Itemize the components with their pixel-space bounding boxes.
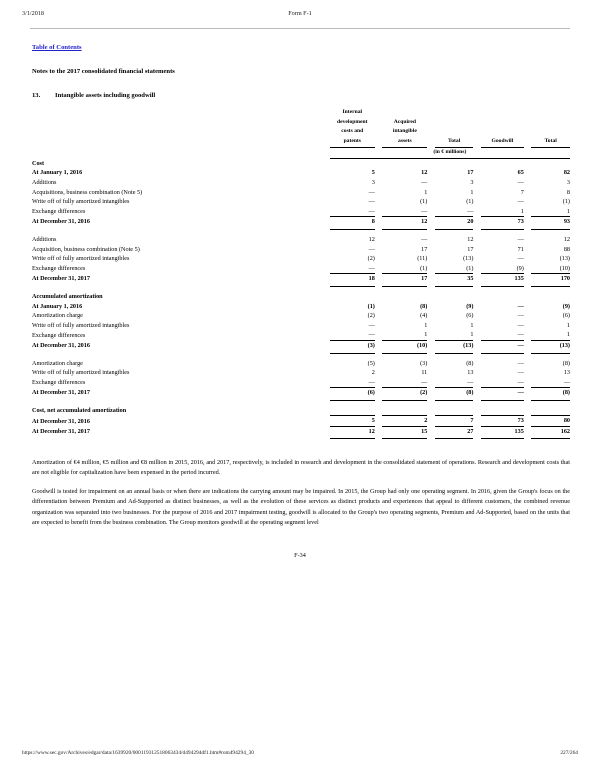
table-row xyxy=(32,368,570,378)
row-value: 18 xyxy=(330,274,375,284)
row-value: (2) xyxy=(367,255,375,263)
row-label: Acquisitions, business combination (Note 5) xyxy=(32,188,143,196)
row-label: Exchange differences xyxy=(32,379,86,387)
page-number: F-34 xyxy=(294,552,306,559)
row-value: 5 xyxy=(330,416,375,427)
row-label: At January 1, 2016 xyxy=(32,302,83,310)
row-value: 13 xyxy=(563,369,570,377)
row-value: 3 xyxy=(371,179,375,187)
row-value: 13 xyxy=(467,369,474,377)
row-value: (10) xyxy=(559,264,570,272)
row-value: 88 xyxy=(563,245,570,253)
row-value: (6) xyxy=(562,312,570,320)
row-value: (13) xyxy=(531,340,570,350)
row-value: (5) xyxy=(367,359,375,367)
row-label: Exchange differences xyxy=(32,265,86,273)
row-value: — xyxy=(517,331,524,339)
row-value: — xyxy=(421,179,428,187)
row-value: 1 xyxy=(424,321,428,329)
table-row xyxy=(32,168,570,178)
header-spacer xyxy=(32,108,322,146)
row-value: 135 xyxy=(481,426,524,436)
row-value: — xyxy=(421,207,428,215)
row-value: 12 xyxy=(368,236,375,244)
table-row xyxy=(32,274,570,284)
row-value: (13) xyxy=(463,255,474,263)
row-label: Additions xyxy=(32,179,57,187)
row-value: 17 xyxy=(467,169,474,177)
row-label: At December 31, 2016 xyxy=(32,341,90,349)
note-number: 13. xyxy=(32,92,41,99)
row-value: 12 xyxy=(421,169,428,177)
table-row xyxy=(32,359,570,369)
row-value: 12 xyxy=(382,217,427,227)
row-value: (1) xyxy=(420,264,428,272)
row-value: 2 xyxy=(371,369,375,377)
row-value: 12 xyxy=(563,236,570,244)
row-value: (11) xyxy=(417,255,428,263)
row-value: (8) xyxy=(562,359,570,367)
row-value: 8 xyxy=(566,188,570,196)
row-value: — xyxy=(563,378,570,386)
page-count: 227/264 xyxy=(560,750,578,756)
row-label: At January 1, 2016 xyxy=(32,169,83,177)
row-value: — xyxy=(368,188,375,196)
table-units-row xyxy=(32,148,570,158)
row-value: 5 xyxy=(371,169,375,177)
row-value: 1 xyxy=(470,188,474,196)
row-value: 7 xyxy=(520,188,524,196)
row-value: 65 xyxy=(517,169,524,177)
row-value: 1 xyxy=(424,331,428,339)
table-row xyxy=(32,197,570,207)
note-title: Intangible assets including goodwill xyxy=(55,92,156,99)
row-value: 73 xyxy=(481,217,524,227)
table-section-title-row xyxy=(32,406,570,416)
table-section-title: Accumulated amortization xyxy=(32,293,103,300)
row-value: 35 xyxy=(435,274,474,284)
row-value: 27 xyxy=(435,426,474,436)
row-value: (9) xyxy=(562,302,570,310)
row-label: At December 31, 2016 xyxy=(32,417,90,425)
row-value: — xyxy=(517,378,524,386)
row-label: Write off of fully amortized intangibles xyxy=(32,321,130,329)
column-header-total: Total xyxy=(544,137,557,144)
column-header-goodwill: Goodwill xyxy=(491,137,514,144)
print-document-title: Form F-1 xyxy=(288,10,312,17)
row-value: (1) xyxy=(466,198,474,206)
row-value: (3) xyxy=(420,359,428,367)
row-label: Additions xyxy=(32,236,57,244)
row-value: 1 xyxy=(424,188,428,196)
row-value: — xyxy=(421,236,428,244)
row-label: Acquisition, business combination (Note 5) xyxy=(32,245,140,253)
row-value: (8) xyxy=(420,302,428,310)
table-row xyxy=(32,330,570,340)
table-section-title: Cost xyxy=(32,159,45,167)
row-value: (8) xyxy=(531,388,570,398)
table-row xyxy=(32,235,570,245)
row-label: At December 31, 2017 xyxy=(32,389,90,397)
row-value: — xyxy=(517,255,524,263)
row-value: — xyxy=(481,340,524,350)
row-value: 17 xyxy=(382,274,427,284)
row-value: — xyxy=(517,321,524,329)
row-label: Write off of fully amortized intangibles xyxy=(32,255,130,263)
row-value: 135 xyxy=(481,274,524,284)
row-value: (8) xyxy=(466,359,474,367)
row-value: (1) xyxy=(367,302,375,310)
table-row xyxy=(32,388,570,398)
row-value: 3 xyxy=(566,179,570,187)
row-value: — xyxy=(368,198,375,206)
table-header-row xyxy=(32,108,570,146)
table-of-contents-link[interactable]: Table of Contents xyxy=(32,44,82,51)
table-row xyxy=(32,264,570,274)
row-label: At December 31, 2017 xyxy=(32,427,90,435)
column-header-acquired-intangible: Acquired intangible assets xyxy=(392,118,417,144)
row-value: (13) xyxy=(435,340,474,350)
row-value: — xyxy=(467,378,474,386)
row-value: 71 xyxy=(517,245,524,253)
row-value: — xyxy=(368,321,375,329)
row-label: Exchange differences xyxy=(32,208,86,216)
row-value: 17 xyxy=(421,245,428,253)
row-value: 1 xyxy=(566,207,570,215)
table-row xyxy=(32,188,570,198)
row-value: — xyxy=(517,179,524,187)
row-value: 15 xyxy=(382,426,427,436)
row-value: — xyxy=(368,378,375,386)
print-date: 3/1/2018 xyxy=(22,10,45,17)
table-section-title-row xyxy=(32,292,570,302)
intangible-assets-table xyxy=(32,108,570,439)
row-value: (13) xyxy=(559,255,570,263)
row-value: 93 xyxy=(531,217,570,227)
table-row xyxy=(32,311,570,321)
row-value: — xyxy=(517,302,524,310)
row-label: At December 31, 2017 xyxy=(32,275,90,283)
row-value: 80 xyxy=(531,416,570,427)
row-value: (2) xyxy=(382,388,427,398)
table-row xyxy=(32,416,570,427)
row-value: 73 xyxy=(481,416,524,427)
table-section-title: Cost, net accumulated amortization xyxy=(32,406,127,414)
row-value: — xyxy=(517,369,524,377)
table-row xyxy=(32,245,570,255)
row-value: 1 xyxy=(470,331,474,339)
row-value: (4) xyxy=(420,312,428,320)
table-row xyxy=(32,321,570,331)
row-value: — xyxy=(368,331,375,339)
row-value: (1) xyxy=(420,198,428,206)
row-value: 1 xyxy=(566,331,570,339)
row-value: 20 xyxy=(435,217,474,227)
row-value: (9) xyxy=(516,264,524,272)
row-label: Write off of fully amortized intangibles xyxy=(32,198,130,206)
row-value: (10) xyxy=(382,340,427,350)
table-row xyxy=(32,302,570,312)
table-row xyxy=(32,254,570,264)
row-value: 1 xyxy=(470,321,474,329)
row-value: — xyxy=(481,388,524,398)
row-value: — xyxy=(421,378,428,386)
column-header-internal-development: Internal development costs and patents xyxy=(337,109,368,144)
row-value: (9) xyxy=(466,302,474,310)
row-value: — xyxy=(517,359,524,367)
row-value: — xyxy=(368,207,375,215)
table-row xyxy=(32,378,570,388)
row-value: 12 xyxy=(330,426,375,436)
table-header xyxy=(32,108,570,159)
row-value: (3) xyxy=(330,340,375,350)
row-value: (6) xyxy=(330,388,375,398)
row-value: 82 xyxy=(563,169,570,177)
row-value: 170 xyxy=(531,274,570,284)
goodwill-paragraph: Goodwill is tested for impairment on an annual basis or when there are indications the carrying amount may be impaired. In 2015, the Group had only one operating segment. In 2016, given the Group's focus on the differentiation between Premium and Ad-Supported as distinct businesses, as well as the evolution of these services as distinct products and experiences that appeal to different customers, the combined revenue organization was separated into two businesses. For the purpose of 2016 and 2017 impairment testing, goodwill is allocated to the Group's two operating segments, Premium and Ad-Supported, based on the units that are expected to benefit from the business combination. The Group monitors goodwill at the operating segment level xyxy=(32,488,570,526)
source-url: https://www.sec.gov/Archives/edgar/data/1639920/000119312518063434/d494294df1.htm#rom494294_30 xyxy=(22,750,254,756)
row-value: 12 xyxy=(467,236,474,244)
table-row xyxy=(32,207,570,217)
row-value: 17 xyxy=(467,245,474,253)
browser-print-footer xyxy=(0,750,600,762)
table-row xyxy=(32,426,570,436)
row-value: (8) xyxy=(435,388,474,398)
row-value: 11 xyxy=(421,369,428,377)
row-value: — xyxy=(517,198,524,206)
row-value: 2 xyxy=(382,416,427,427)
row-value: 8 xyxy=(330,217,375,227)
notes-heading: Notes to the 2017 consolidated financial statements xyxy=(32,68,175,75)
row-label: At December 31, 2016 xyxy=(32,218,90,226)
row-value: 1 xyxy=(520,207,524,215)
row-value: — xyxy=(517,312,524,320)
column-header-total-intangible: Total xyxy=(448,137,461,144)
amortization-paragraph: Amortization of €4 million, €5 million and €8 million in 2015, 2016, and 2017, respectively, is included in research and development in the consolidated statement of operations. Research and development costs that are not eligible for capitalization have been expensed in the period incurred. xyxy=(32,459,570,477)
table-section-title-row xyxy=(32,159,570,169)
row-value: (6) xyxy=(466,312,474,320)
row-value: — xyxy=(368,245,375,253)
table-row xyxy=(32,217,570,227)
row-value: 162 xyxy=(531,426,570,436)
row-value: 7 xyxy=(435,416,474,427)
row-value: (2) xyxy=(367,312,375,320)
row-label: Write off of fully amortized intangibles xyxy=(32,369,130,377)
table-body xyxy=(32,159,570,439)
table-row xyxy=(32,340,570,350)
units-label: (in € millions) xyxy=(433,149,467,156)
table-row xyxy=(32,178,570,188)
row-value: (1) xyxy=(562,198,570,206)
row-label: Exchange differences xyxy=(32,331,86,339)
row-label: Amortization charge xyxy=(32,359,83,367)
row-value: (1) xyxy=(466,264,474,272)
row-value: — xyxy=(368,264,375,272)
row-value: 3 xyxy=(470,179,474,187)
row-value: — xyxy=(517,236,524,244)
row-value: 1 xyxy=(566,321,570,329)
row-label: Amortization charge xyxy=(32,312,83,320)
row-value: — xyxy=(467,207,474,215)
